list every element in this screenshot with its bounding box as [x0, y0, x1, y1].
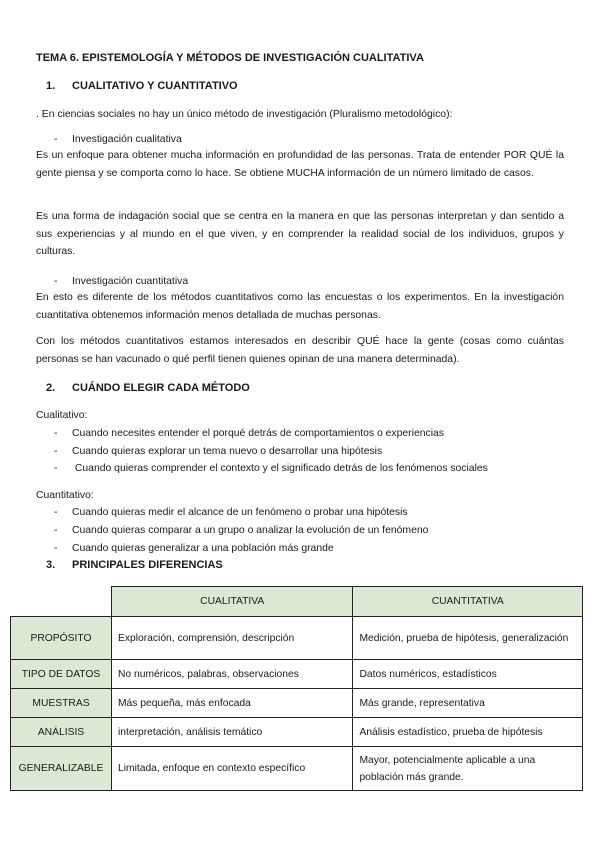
table-cell: Más grande, representativa [353, 689, 583, 718]
section-2-number: 2. [46, 382, 56, 394]
bullet-dash: - [54, 463, 58, 474]
list-item [54, 525, 428, 536]
section-1-intro: . En ciencias sociales no hay un único método de investigación (Pluralismo metodológico): [36, 109, 453, 120]
paragraph: En esto es diferente de los métodos cuantitativos como las encuestas o los experimentos. En la investigación cuantitativa obtenemos información menos detallada de muchas personas. [36, 292, 564, 321]
list-item-label: Investigación cualitativa [72, 134, 182, 145]
list-item-label: Cuando quieras medir el alcance de un fenómeno o probar una hipótesis [72, 507, 408, 518]
list-item [54, 507, 408, 518]
bullet-dash: - [54, 446, 58, 457]
row-header: GENERALIZABLE [11, 747, 112, 791]
table-cell: Medición, prueba de hipótesis, generalización [353, 617, 583, 660]
list-item-quantitative [54, 276, 188, 287]
bullet-dash: - [54, 276, 58, 287]
list-item [54, 446, 382, 457]
section-3-title: PRINCIPALES DIFERENCIAS [72, 559, 223, 571]
paragraph: Es una forma de indagación social que se centra en la manera en que las personas interpretan y dan sentido a sus experiencias y al mundo en el que viven, y en comprender la realidad social de los individuos, grupos y culturas. [36, 211, 564, 258]
list-item-label: Cuando necesites entender el porqué detrás de comportamientos o experiencias [72, 428, 444, 439]
list-item-label: Cuando quieras comparar a un grupo o analizar la evolución de un fenómeno [72, 525, 429, 536]
row-header: PROPÓSITO [11, 617, 112, 660]
list-item [54, 463, 488, 474]
section-1-heading [46, 80, 238, 92]
differences-table [10, 586, 583, 791]
bullet-dash: - [54, 525, 58, 536]
table-row [11, 718, 583, 747]
list-item-label: Cuando quieras comprender el contexto y el significado detrás de los fenómenos sociales [72, 463, 488, 474]
page-title: TEMA 6. EPISTEMOLOGÍA Y MÉTODOS DE INVESTIGACIÓN CUALITATIVA [36, 52, 424, 64]
section-3-number: 3. [46, 559, 56, 571]
table-header-row [11, 587, 583, 617]
table-cell: No numéricos, palabras, observaciones [111, 660, 352, 689]
row-header: ANÁLISIS [11, 718, 112, 747]
column-header-quantitative: CUANTITATIVA [353, 587, 583, 617]
table-row [11, 617, 583, 660]
quantitative-label: Cuantitativo: [36, 490, 94, 501]
section-1-title: CUALITATIVO Y CUANTITATIVO [72, 80, 238, 92]
table-row [11, 689, 583, 718]
table-cell: Más pequeña, más enfocada [111, 689, 352, 718]
qualitative-label: Cualitativo: [36, 410, 88, 421]
empty-corner-cell [11, 587, 112, 617]
section-2-heading [46, 382, 250, 394]
table-cell: Exploración, comprensión, descripción [111, 617, 352, 660]
section-2-title: CUÁNDO ELEGIR CADA MÉTODO [72, 382, 250, 394]
bullet-dash: - [54, 428, 58, 439]
paragraph: Es un enfoque para obtener mucha información en profundidad de las personas. Trata de entender POR QUÉ la gente piensa y se comporta como lo hace. Se obtiene MUCHA información de un número limitado de casos. [36, 150, 564, 179]
section-1-number: 1. [46, 80, 56, 92]
table-cell: Limitada, enfoque en contexto específico [111, 747, 352, 791]
table-cell: Mayor, potencialmente aplicable a una población más grande. [353, 747, 583, 791]
section-3-heading [46, 559, 223, 571]
bullet-dash: - [54, 543, 58, 554]
table-row [11, 660, 583, 689]
list-item [54, 428, 444, 439]
row-header: TIPO DE DATOS [11, 660, 112, 689]
list-item [54, 543, 334, 554]
table-row [11, 747, 583, 791]
row-header: MUESTRAS [11, 689, 112, 718]
list-item-label: Cuando quieras explorar un tema nuevo o desarrollar una hipótesis [72, 446, 383, 457]
table-cell: Datos numéricos, estadísticos [353, 660, 583, 689]
paragraph: Con los métodos cuantitativos estamos interesados en describir QUÉ hace la gente (cosas como cuántas personas se han vacunado o qué perfil tienen quienes opinan de una manera determinada). [36, 336, 564, 365]
list-item-label: Investigación cuantitativa [72, 276, 189, 287]
column-header-qualitative: CUALITATIVA [111, 587, 352, 617]
list-item-qualitative [54, 134, 182, 145]
bullet-dash: - [54, 134, 58, 145]
table-cell: interpretación, análisis temático [111, 718, 352, 747]
table-cell: Análisis estadístico, prueba de hipótesis [353, 718, 583, 747]
list-item-label: Cuando quieras generalizar a una población más grande [72, 543, 334, 554]
bullet-dash: - [54, 507, 58, 518]
